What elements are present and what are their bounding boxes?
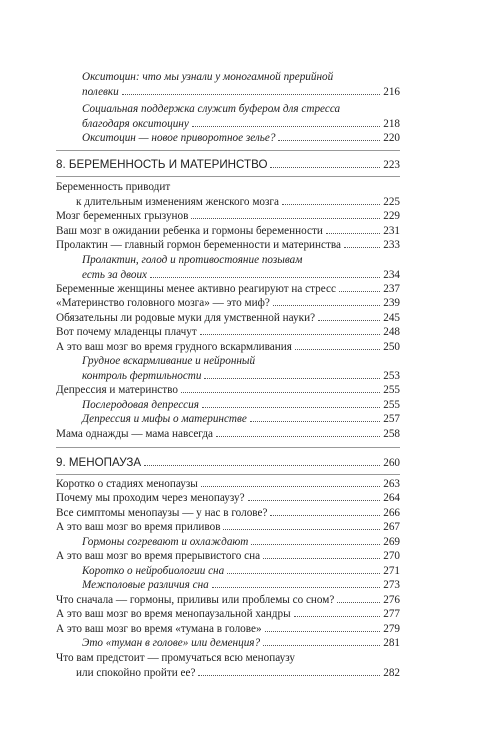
entry-title: Обязательны ли родовые муки для умственной науки? bbox=[56, 312, 316, 324]
entry-title: Послеродовая депрессия bbox=[82, 399, 199, 411]
toc-entry bbox=[82, 354, 400, 384]
entry-title-line1: Пролактин, голод и противостояние позывам bbox=[82, 254, 303, 266]
entry-title-line1: Окситоцин: что мы узнали у моногамной прерийной bbox=[82, 71, 334, 83]
entry-title-line2: к длительным изменениям женского мозга bbox=[76, 196, 279, 208]
toc-entry bbox=[56, 622, 400, 637]
toc-entry bbox=[56, 340, 400, 355]
toc-entry bbox=[56, 238, 400, 253]
page-number: 276 bbox=[383, 594, 400, 606]
entry-title: А это ваш мозг во время приливов bbox=[56, 521, 221, 533]
toc-entry bbox=[82, 535, 400, 550]
page-number: 281 bbox=[383, 637, 400, 649]
leader-dots bbox=[318, 320, 380, 321]
toc-entry bbox=[82, 412, 400, 427]
entry-title: А это ваш мозг во время менопаузальной хандры bbox=[56, 608, 291, 620]
entry-title-line2: контроль фертильности bbox=[82, 370, 202, 382]
leader-dots bbox=[270, 167, 380, 168]
entry-title-line1: Социальная поддержка служит буфером для стресса bbox=[82, 103, 341, 115]
toc-entry bbox=[82, 253, 400, 283]
toc-entry bbox=[56, 651, 400, 681]
page-number: 258 bbox=[383, 428, 400, 440]
divider bbox=[56, 176, 400, 177]
entry-title: Это «туман в голове» или деменция? bbox=[82, 637, 261, 649]
entry-title: Окситоцин — новое приворотное зелье? bbox=[82, 132, 276, 144]
toc-entry bbox=[82, 70, 400, 100]
chapter-heading bbox=[56, 455, 400, 471]
leader-dots bbox=[265, 631, 381, 632]
toc-entry bbox=[82, 636, 400, 651]
page-number: 216 bbox=[383, 86, 400, 98]
entry-title: Беременные женщины менее активно реагируют на стресс bbox=[56, 283, 336, 295]
chapter-heading bbox=[56, 157, 400, 173]
entry-title: Ваш мозг в ожидании ребенка и гормоны беременности bbox=[56, 225, 323, 237]
toc-entry bbox=[56, 209, 400, 224]
chapter-title: 9. МЕНОПАУЗА bbox=[56, 456, 142, 469]
leader-dots bbox=[144, 465, 380, 466]
leader-dots bbox=[270, 515, 380, 516]
page-number: 255 bbox=[383, 384, 400, 396]
leader-dots bbox=[326, 233, 380, 234]
leader-dots bbox=[248, 500, 381, 501]
leader-dots bbox=[227, 573, 380, 574]
entry-title: Мама однажды — мама навсегда bbox=[56, 428, 213, 440]
toc-entry bbox=[82, 131, 400, 146]
entry-title-line2: или спокойно пройти ее? bbox=[76, 667, 196, 679]
leader-dots bbox=[344, 247, 380, 248]
toc-entry bbox=[56, 282, 400, 297]
entry-title-line1: Что вам предстоит — промучаться всю менопаузу bbox=[56, 652, 295, 664]
entry-title: Вот почему младенцы плачут bbox=[56, 326, 197, 338]
entry-title: А это ваш мозг во время грудного вскармливания bbox=[56, 341, 292, 353]
toc-entry bbox=[56, 520, 400, 535]
entry-title: Коротко о стадиях менопаузы bbox=[56, 478, 198, 490]
leader-dots bbox=[191, 218, 380, 219]
entry-title: Почему мы проходим через менопаузу? bbox=[56, 492, 245, 504]
leader-dots bbox=[282, 204, 380, 205]
toc-entry bbox=[56, 224, 400, 239]
page-number: 220 bbox=[383, 132, 400, 144]
page-number: 253 bbox=[383, 370, 400, 382]
toc-entry bbox=[56, 383, 400, 398]
page-number: 250 bbox=[383, 341, 400, 353]
leader-dots bbox=[337, 602, 380, 603]
page-number: 279 bbox=[383, 623, 400, 635]
leader-dots bbox=[294, 616, 381, 617]
toc-entry bbox=[56, 427, 400, 442]
page-number: 270 bbox=[383, 550, 400, 562]
leader-dots bbox=[223, 529, 380, 530]
toc-entry bbox=[56, 325, 400, 340]
leader-dots bbox=[181, 392, 380, 393]
chapter-title: 8. БЕРЕМЕННОСТЬ И МАТЕРИНСТВО bbox=[56, 158, 268, 171]
entry-title: А это ваш мозг во время «тумана в голове» bbox=[56, 623, 262, 635]
page-number: 267 bbox=[383, 521, 400, 533]
page-number: 271 bbox=[383, 565, 400, 577]
page-number: 273 bbox=[383, 579, 400, 591]
entry-title: Что сначала — гормоны, приливы или проблемы со сном? bbox=[56, 594, 335, 606]
toc-entry bbox=[56, 549, 400, 564]
leader-dots bbox=[251, 544, 380, 545]
leader-dots bbox=[198, 675, 380, 676]
leader-dots bbox=[212, 587, 380, 588]
page-number: 264 bbox=[383, 492, 400, 504]
leader-dots bbox=[122, 94, 381, 95]
entry-title: Депрессия и мифы о материнстве bbox=[82, 413, 247, 425]
page-number: 255 bbox=[383, 399, 400, 411]
toc-entry bbox=[82, 398, 400, 413]
toc-entry bbox=[56, 180, 400, 210]
page-number: 223 bbox=[383, 159, 400, 171]
leader-dots bbox=[295, 349, 380, 350]
entry-title: Депрессия и материнство bbox=[56, 384, 178, 396]
leader-dots bbox=[202, 407, 380, 408]
page-number: 237 bbox=[383, 283, 400, 295]
page-number: 248 bbox=[383, 326, 400, 338]
page-number: 218 bbox=[383, 118, 400, 130]
toc-entry bbox=[56, 506, 400, 521]
leader-dots bbox=[250, 421, 380, 422]
page-number: 229 bbox=[383, 210, 400, 222]
entry-title-line1: Грудное вскармливание и нейронный bbox=[82, 355, 256, 367]
page-number: 239 bbox=[383, 297, 400, 309]
page-number: 269 bbox=[383, 536, 400, 548]
leader-dots bbox=[150, 277, 380, 278]
leader-dots bbox=[192, 126, 380, 127]
entry-title-line1: Беременность приводит bbox=[56, 181, 171, 193]
divider bbox=[56, 474, 400, 475]
entry-title: «Материнство головного мозга» — это миф? bbox=[56, 297, 270, 309]
page-number: 234 bbox=[383, 269, 400, 281]
page-number: 263 bbox=[383, 478, 400, 490]
entry-title-line2: благодаря окситоцину bbox=[82, 118, 189, 130]
toc-entry bbox=[56, 491, 400, 506]
toc-entry bbox=[82, 102, 400, 132]
entry-title: Гормоны согревают и охлаждают bbox=[82, 536, 249, 548]
page-number: 257 bbox=[383, 413, 400, 425]
entry-title: Мозг беременных грызунов bbox=[56, 210, 189, 222]
page-number: 260 bbox=[383, 457, 400, 469]
page-number: 282 bbox=[383, 667, 400, 679]
page-number: 245 bbox=[383, 312, 400, 324]
entry-title-line2: полевки bbox=[82, 86, 119, 98]
toc-entry bbox=[82, 578, 400, 593]
toc-entry bbox=[82, 564, 400, 579]
entry-title: Все симптомы менопаузы — у нас в голове? bbox=[56, 507, 268, 519]
toc-entry bbox=[56, 607, 400, 622]
entry-title: Пролактин — главный гормон беременности и материнства bbox=[56, 239, 341, 251]
leader-dots bbox=[204, 378, 380, 379]
page-number: 266 bbox=[383, 507, 400, 519]
page-number: 233 bbox=[383, 239, 400, 251]
leader-dots bbox=[216, 436, 380, 437]
divider bbox=[56, 447, 400, 448]
toc-entry bbox=[56, 477, 400, 492]
leader-dots bbox=[273, 305, 380, 306]
toc-entry bbox=[56, 296, 400, 311]
page-number: 225 bbox=[383, 196, 400, 208]
entry-title-line2: есть за двоих bbox=[82, 269, 148, 281]
toc-entry bbox=[56, 311, 400, 326]
leader-dots bbox=[201, 486, 380, 487]
entry-title: Коротко о нейробиологии сна bbox=[82, 565, 225, 577]
toc-entry bbox=[56, 593, 400, 608]
page-number: 277 bbox=[383, 608, 400, 620]
page-number: 231 bbox=[383, 225, 400, 237]
leader-dots bbox=[263, 558, 380, 559]
entry-title: А это ваш мозг во время прерывистого сна bbox=[56, 550, 261, 562]
entry-title: Межполовые различия сна bbox=[82, 579, 209, 591]
leader-dots bbox=[278, 140, 380, 141]
divider bbox=[56, 150, 400, 151]
leader-dots bbox=[263, 645, 380, 646]
leader-dots bbox=[200, 334, 381, 335]
leader-dots bbox=[339, 291, 380, 292]
